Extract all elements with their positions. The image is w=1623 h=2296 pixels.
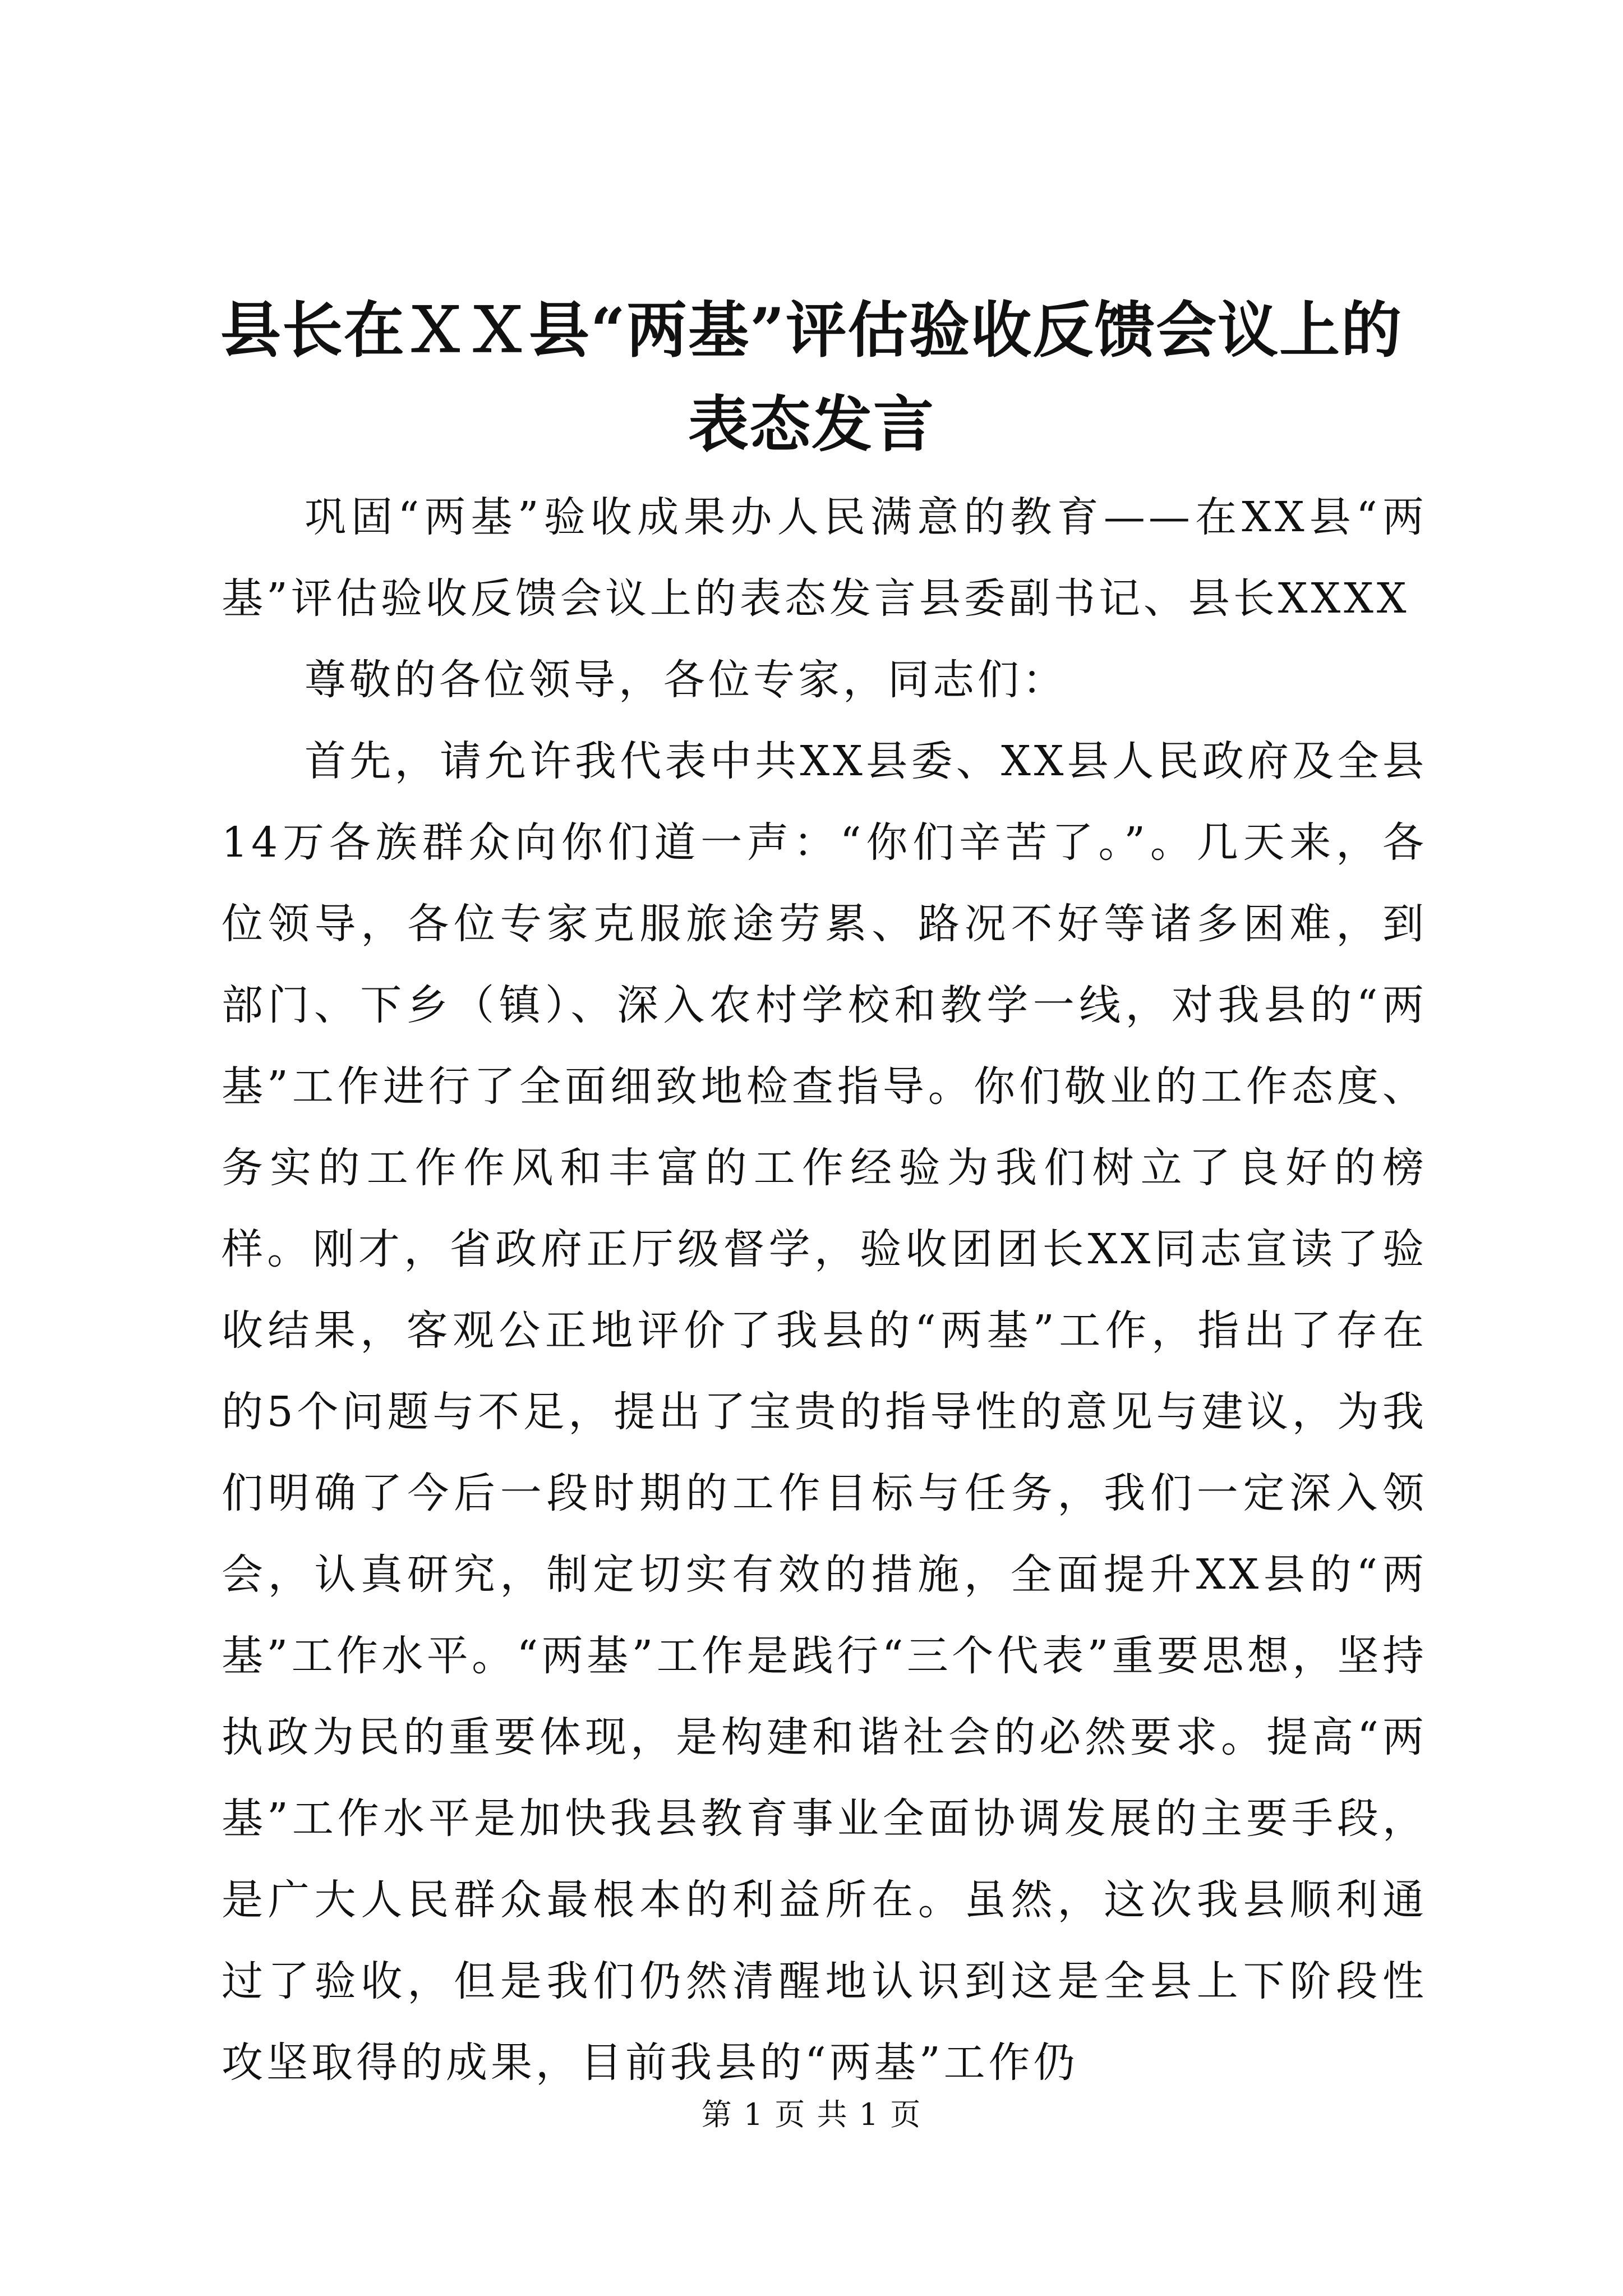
- subtitle-paragraph: 巩固“两基”验收成果办人民满意的教育——在XX县“两基”评估验收反馈会议上的表态发言县委副书记、县长XXXX: [222, 493, 1427, 623]
- page-footer: 第 1 页 共 1 页: [701, 2097, 922, 2132]
- document-title: [168, 283, 1455, 472]
- title-line-2: 表态发言: [688, 389, 935, 460]
- salutation-paragraph: 尊敬的各位领导，各位专家，同志们：: [305, 656, 1067, 704]
- body-paragraph: 首先，请允许我代表中共XX县委、XX县人民政府及全县14万各族群众向你们道一声：“你们辛苦了。”。几天来，各位领导，各位专家克服旅途劳累、路况不好等诸多困难，到部门、下乡（镇）、深入农村学校和教学一线，对我县的“两基”工作进行了全面细致地检查指导。你们敬业的工作态度、务实的工作作风和丰富的工作经验为我们树立了良好的榜样。刚才，省政府正厅级督学，验收团团长XX同志宣读了验收结果，客观公正地评价了我县的“两基”工作，指出了存在的5个问题与不足，提出了宝贵的指导性的意见与建议，为我们明确了今后一段时期的工作目标与任务，我们一定深入领会，认真研究，制定切实有效的措施，全面提升XX县的“两基”工作水平。“两基”工作是践行“三个代表”重要思想，坚持执政为民的重要体现，是构建和谐社会的必然要求。提高“两基”工作水平是加快我县教育事业全面协调发展的主要手段，是广大人民群众最根本的利益所在。虽然，这次我县顺利通过了验收，但是我们仍然清醒地认识到这是全县上下阶段性攻坚取得的成果，目前我县的“两基”工作仍: [222, 737, 1427, 2087]
- document-body: [222, 477, 1427, 2104]
- title-line-1: 县长在ＸＸ县“两基”评估验收反馈会议上的: [220, 295, 1403, 366]
